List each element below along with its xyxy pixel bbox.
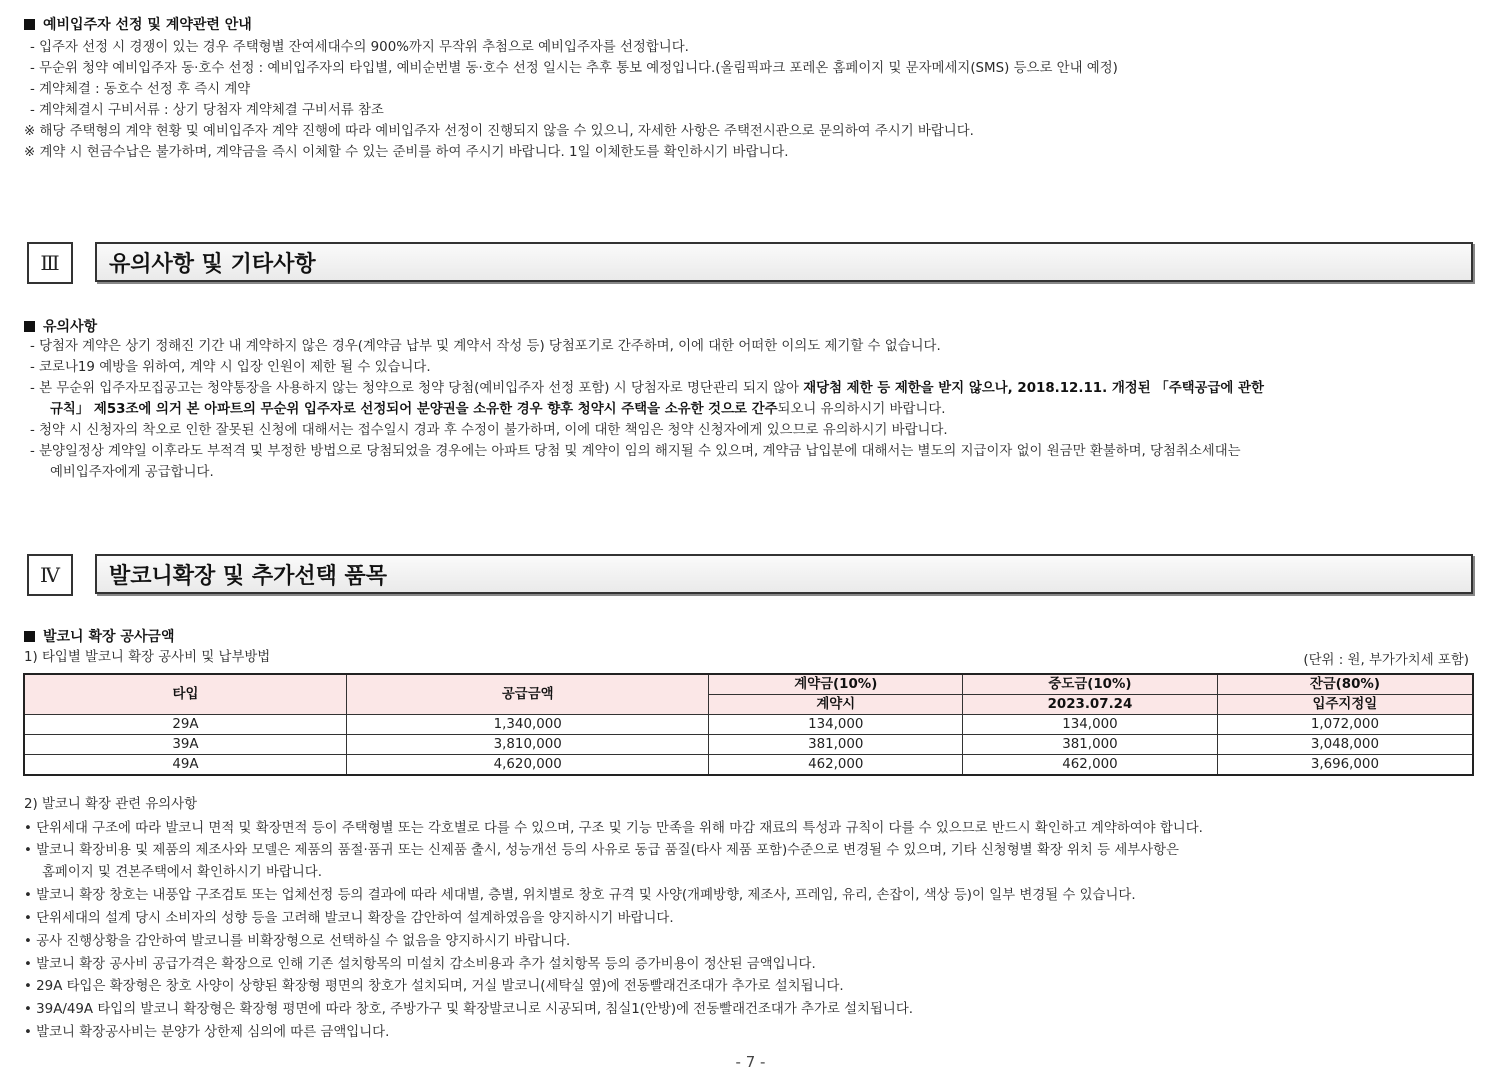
cell-deposit: 462,000 [709, 755, 963, 776]
note-item: • 공사 진행상황을 감안하여 발코니를 비확장형으로 선택하실 수 없음을 양지하시기 바랍니다. [24, 934, 571, 949]
notes-title: 2) 발코니 확장 관련 유의사항 [24, 797, 198, 812]
caution-line-text: 되오니 유의하시기 바랍니다. [777, 402, 946, 417]
square-bullet-icon [24, 321, 35, 332]
section-4-title-bar [95, 554, 1473, 594]
preoccupant-line: - 계약체결 : 동호수 선정 후 즉시 계약 [30, 82, 251, 97]
square-bullet-icon [24, 631, 35, 642]
caution-line: - 청약 시 신청자의 착오로 인한 잘못된 신청에 대해서는 접수일시 경과 후 수정이 불가하며, 이에 대한 책임은 청약 신청자에게 있으므로 유의하시기 바랍니다. [30, 423, 948, 438]
note-item: • 발코니 확장 공사비 공급가격은 확장으로 인해 기존 설치항목의 미설치 감소비용과 추가 설치항목 등의 증가비용이 정산된 금액입니다. [24, 957, 816, 972]
caution-heading-text: 유의사항 [43, 319, 98, 335]
header-supply: 공급금액 [346, 674, 708, 715]
table-row [24, 715, 1473, 735]
caution-line: - 분양일정상 계약일 이후라도 부적격 및 부정한 방법으로 당첨되었을 경우에는 아파트 당첨 및 계약이 임의 해지될 수 있으며, 계약금 납입분에 대해서는 별도의 지급이자 없이 원금만 환불하며, 당첨취소세대는 [30, 444, 1241, 459]
cell-deposit: 134,000 [709, 715, 963, 735]
cell-middle: 134,000 [963, 715, 1218, 735]
preoccupant-line: - 입주자 선정 시 경쟁이 있는 경우 주택형별 잔여세대수의 900%까지 무작위 추첨으로 예비입주자를 선정합니다. [30, 40, 689, 55]
preoccupant-note: ※ 해당 주택형의 계약 현황 및 예비입주자 계약 진행에 따라 예비입주자 선정이 진행되지 않을 수 있으니, 자세한 사항은 주택전시관으로 문의하여 주시기 바랍니다. [24, 124, 974, 139]
cell-type: 29A [24, 715, 346, 735]
cell-type: 49A [24, 755, 346, 776]
note-item: • 단위세대의 설계 당시 소비자의 성향 등을 고려해 발코니 확장을 감안하여 설계하였음을 양지하시기 바랍니다. [24, 911, 674, 926]
header-balance-when: 입주지정일 [1217, 695, 1473, 715]
cell-supply: 3,810,000 [346, 735, 708, 755]
cell-middle: 381,000 [963, 735, 1218, 755]
caution-line [30, 378, 1264, 399]
header-middle: 중도금(10%) [963, 674, 1218, 695]
cell-middle: 462,000 [963, 755, 1218, 776]
cell-balance: 3,048,000 [1217, 735, 1473, 755]
preoccupant-line: - 계약체결시 구비서류 : 상기 당첨자 계약체결 구비서류 참조 [30, 103, 384, 118]
note-item: • 발코니 확장공사비는 분양가 상한제 심의에 따른 금액입니다. [24, 1025, 390, 1040]
note-item: • 발코니 확장비용 및 제품의 제조사와 모델은 제품의 품절·품귀 또는 신제품 출시, 성능개선 등의 사유로 동급 품질(타사 제품 포함)수준으로 변경될 수 있으며, 기타 신청형별 확장 위치 등 세부사항은 [24, 843, 1179, 858]
preoccupant-heading-text: 예비입주자 선정 및 계약관련 안내 [43, 17, 252, 33]
caution-line-text: - 본 무순위 입주자모집공고는 청약통장을 사용하지 않는 청약으로 청약 당첨(예비입주자 선정 포함) 시 당첨자로 명단관리 되지 않아 [30, 381, 804, 396]
section-4-number: Ⅳ [27, 554, 73, 596]
section-4-title: 발코니확장 및 추가선택 품목 [109, 564, 388, 589]
balcony-cost-heading [24, 626, 174, 646]
caution-line-continued: 예비입주자에게 공급합니다. [50, 465, 214, 480]
preoccupant-note: ※ 계약 시 현금수납은 불가하며, 계약금을 즉시 이체할 수 있는 준비를 하여 주시기 바랍니다. 1일 이체한도를 확인하시기 바랍니다. [24, 145, 789, 160]
note-item: • 29A 타입은 확장형은 창호 사양이 상향된 확장형 평면의 창호가 설치되며, 거실 발코니(세탁실 옆)에 전동빨래건조대가 추가로 설치됩니다. [24, 979, 844, 994]
section-3-title: 유의사항 및 기타사항 [109, 252, 316, 277]
header-middle-when: 2023.07.24 [963, 695, 1218, 715]
caution-line-bold: 재당첨 제한 등 제한을 받지 않으나, 2018.12.11. 개정된 「주택공급에 관한 [803, 381, 1264, 396]
header-balance: 잔금(80%) [1217, 674, 1473, 695]
table-row [24, 735, 1473, 755]
unit-note: (단위 : 원, 부가가치세 포함) [1303, 653, 1469, 668]
section-3-title-bar [95, 242, 1473, 282]
cell-balance: 3,696,000 [1217, 755, 1473, 776]
note-item: • 단위세대 구조에 따라 발코니 면적 및 확장면적 등이 주택형별 또는 각호별로 다를 수 있으며, 구조 및 기능 만족을 위해 마감 재료의 특성과 규칙이 다를 수 있으므로 반드시 확인하고 계약하여야 합니다. [24, 821, 1203, 836]
table-caption: 1) 타입별 발코니 확장 공사비 및 납부방법 [24, 650, 271, 665]
section-3-number: Ⅲ [27, 242, 73, 284]
balcony-cost-table [23, 673, 1474, 776]
note-item-continued: 홈페이지 및 견본주택에서 확인하시기 바랍니다. [42, 865, 322, 880]
caution-line-bold: 규칙」 제53조에 의거 본 아파트의 무순위 입주자로 선정되어 분양권을 소유한 경우 향후 청약시 주택을 소유한 것으로 간주 [50, 402, 778, 417]
cell-supply: 4,620,000 [346, 755, 708, 776]
caution-line: - 코로나19 예방을 위하여, 계약 시 입장 인원이 제한 될 수 있습니다. [30, 360, 431, 375]
cell-balance: 1,072,000 [1217, 715, 1473, 735]
header-type: 타입 [24, 674, 346, 715]
page-number: - 7 - [735, 1053, 766, 1071]
square-bullet-icon [24, 19, 35, 30]
preoccupant-line: - 무순위 청약 예비입주자 동·호수 선정 : 예비입주자의 타입별, 예비순번별 동·호수 선정 일시는 추후 통보 예정입니다.(올림픽파크 포레온 홈페이지 및 문자메세지(SMS) 등으로 안내 예정) [30, 61, 1118, 76]
cell-deposit: 381,000 [709, 735, 963, 755]
balcony-cost-heading-text: 발코니 확장 공사금액 [43, 629, 175, 645]
note-item: • 39A/49A 타입의 발코니 확장형은 확장형 평면에 따라 창호, 주방가구 및 확장발코니로 시공되며, 침실1(안방)에 전동빨래건조대가 추가로 설치됩니다. [24, 1002, 914, 1017]
header-deposit: 계약금(10%) [709, 674, 963, 695]
table-row [24, 755, 1473, 776]
cell-type: 39A [24, 735, 346, 755]
caution-line: - 당첨자 계약은 상기 정해진 기간 내 계약하지 않은 경우(계약금 납부 및 계약서 작성 등) 당첨포기로 간주하며, 이에 대한 어떠한 이의도 제기할 수 없습니다. [30, 339, 941, 354]
header-deposit-when: 계약시 [709, 695, 963, 715]
preoccupant-heading [24, 14, 252, 34]
cell-supply: 1,340,000 [346, 715, 708, 735]
note-item: • 발코니 확장 창호는 내풍압 구조검토 또는 업체선정 등의 결과에 따라 세대별, 층별, 위치별로 창호 규격 및 사양(개폐방향, 제조사, 프레임, 유리, 손잡이, 색상 등)이 일부 변경될 수 있습니다. [24, 888, 1136, 903]
table-header-row [24, 674, 1473, 695]
caution-line-continued [50, 399, 946, 420]
caution-heading [24, 316, 97, 336]
